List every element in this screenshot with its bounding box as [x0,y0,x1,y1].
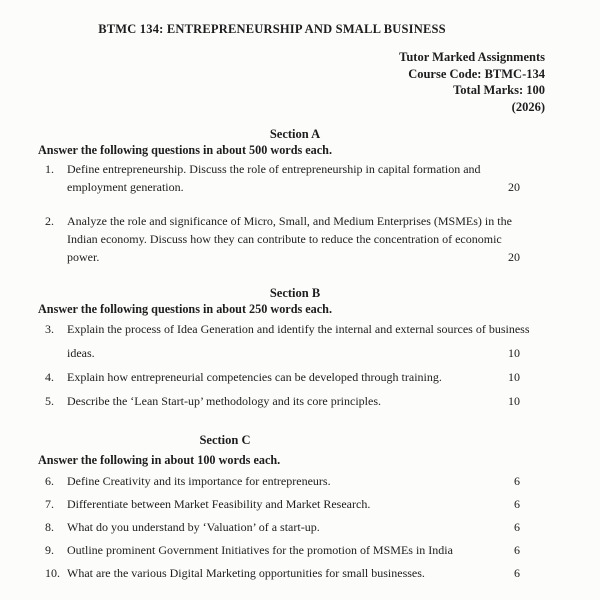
question-marks: 10 [508,346,520,360]
question-text: Differentiate between Market Feasibility and Market Research. [67,497,371,511]
section-c-heading: Section C [199,433,251,447]
question-text: Define entrepreneurship. Discuss the role of entrepreneurship in capital formation and employment generation. [67,162,481,194]
section-a [38,127,552,266]
question-number: 8. [45,520,54,534]
question-text: Explain how entrepreneurial competencies can be developed through training. [67,370,442,384]
section-b [38,286,552,413]
question-row-5 [38,389,552,413]
section-b-heading: Section B [269,286,321,300]
question-marks: 6 [514,474,520,488]
section-c-instruction: Answer the following in about 100 words each. [38,453,281,467]
question-text: Describe the ‘Lean Start-up’ methodology and its core principles. [67,394,382,408]
meta-block [38,49,552,115]
question-number: 1. [45,162,54,176]
section-a-instruction: Answer the following questions in about 500 words each. [38,143,332,157]
question-marks: 20 [508,180,520,194]
question-text: What are the various Digital Marketing opportunities for small businesses. [67,566,425,580]
question-marks: 6 [514,520,520,534]
question-marks: 6 [514,566,520,580]
question-number: 3. [45,322,54,336]
meta-line-year: (2026) [511,99,545,114]
question-row-6 [38,470,552,493]
question-marks: 20 [508,250,520,264]
question-text: Analyze the role and significance of Micro, Small, and Medium Enterprises (MSMEs) in the Indian economy. Discuss how they can contribute to reduce the concentration of economic power. [67,214,512,264]
meta-line-course-code: Course Code: BTMC-134 [408,66,545,81]
question-marks: 10 [508,394,520,408]
question-row-9 [38,539,552,562]
question-marks: 10 [508,370,520,384]
question-row-1 [38,160,552,196]
question-number: 2. [45,214,54,228]
question-number: 6. [45,474,54,488]
question-number: 7. [45,497,54,511]
document-title: BTMC 134: ENTREPRENEURSHIP AND SMALL BUSINESS [98,22,446,36]
question-row-7 [38,493,552,516]
question-row-3 [38,317,552,365]
section-c [38,433,552,585]
question-row-2 [38,212,552,266]
question-number: 9. [45,543,54,557]
question-number: 4. [45,370,54,384]
question-row-8 [38,516,552,539]
question-text: Explain the process of Idea Generation and identify the internal and external sources of business ideas. [67,322,530,360]
question-text: Define Creativity and its importance for entrepreneurs. [67,474,331,488]
question-marks: 6 [514,497,520,511]
question-text: Outline prominent Government Initiatives for the promotion of MSMEs in India [67,543,453,557]
question-row-10 [38,562,552,585]
meta-line-assignments: Tutor Marked Assignments [399,50,545,64]
section-a-heading: Section A [269,127,321,141]
meta-line-total-marks: Total Marks: 100 [453,83,545,97]
question-marks: 6 [514,543,520,557]
section-b-instruction: Answer the following questions in about 250 words each. [38,302,332,316]
question-number: 10. [45,566,60,580]
question-text: What do you understand by ‘Valuation’ of a start-up. [67,520,320,534]
question-number: 5. [45,394,54,408]
question-row-4 [38,365,552,389]
